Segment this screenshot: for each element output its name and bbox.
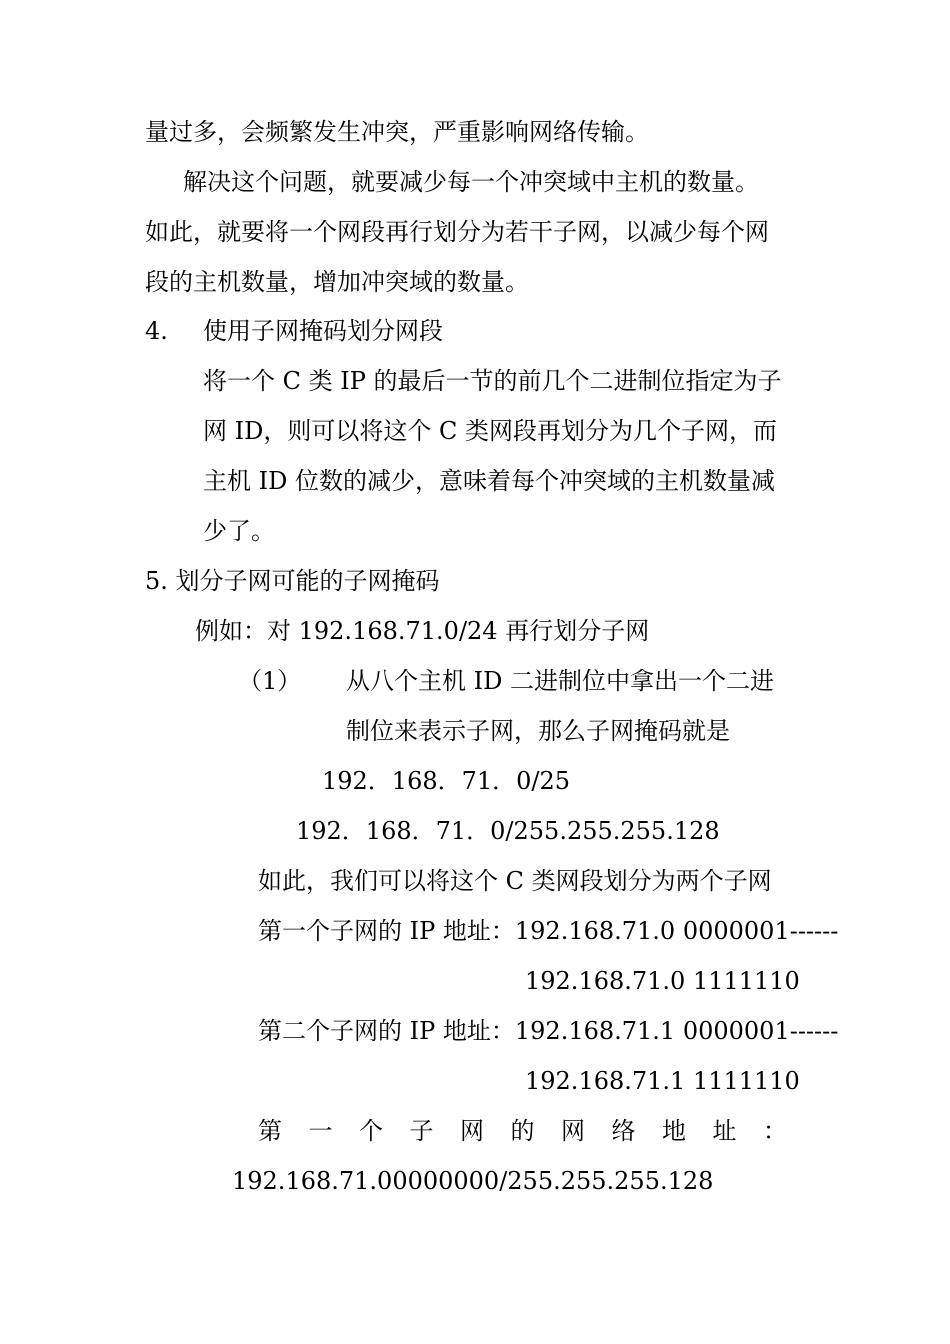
section-heading-5: 5. 划分子网可能的子网掩码 [145, 567, 440, 595]
paragraph-line: 主机 ID 位数的减少，意味着每个冲突域的主机数量减 [203, 467, 775, 495]
paragraph-line: 将一个 C 类 IP 的最后一节的前几个二进制位指定为子 [203, 367, 782, 395]
paragraph-line: 量过多，会频繁发生冲突，严重影响网络传输。 [145, 118, 649, 146]
paragraph-line: 如此，我们可以将这个 C 类网段划分为两个子网 [258, 867, 772, 895]
paragraph-line: 解决这个问题，就要减少每一个冲突域中主机的数量。 [183, 168, 759, 196]
subnet1-network-address: 192.168.71.00000000/255.255.255.128 [232, 1167, 714, 1195]
subnet1-network-address-label: 第一个子网的网络地址： [258, 1117, 814, 1145]
section-heading-text: 使用子网掩码划分网段 [203, 317, 443, 345]
list-item-1 [238, 666, 774, 696]
list-item-continuation: 制位来表示子网，那么子网掩码就是 [346, 717, 730, 745]
subnet-mask-line: 192．168．71．0/255.255.255.128 [296, 817, 720, 845]
subnet2-ip-range-end: 192.168.71.1 1111110 [525, 1067, 800, 1095]
list-number: 4. [145, 317, 168, 345]
list-item-text: 从八个主机 ID 二进制位中拿出一个二进 [346, 667, 774, 695]
paragraph-line: 网 ID，则可以将这个 C 类网段再划分为几个子网，而 [203, 417, 777, 445]
paragraph-line: 段的主机数量，增加冲突域的数量。 [145, 268, 529, 296]
subnet2-ip-range: 第二个子网的 IP 地址：192.168.71.1 0000001------ [258, 1017, 839, 1045]
section-heading-4 [145, 316, 443, 346]
subnet1-ip-range: 第一个子网的 IP 地址：192.168.71.0 0000001------ [258, 917, 839, 945]
paragraph-line: 如此，就要将一个网段再行划分为若干子网，以减少每个网 [145, 218, 769, 246]
subnet-prefix-line: 192．168．71．0/25 [322, 767, 571, 795]
subnet1-ip-range-end: 192.168.71.0 1111110 [525, 967, 800, 995]
list-number: （1） [238, 667, 302, 695]
paragraph-line: 少了。 [203, 517, 275, 545]
example-line: 例如：对 192.168.71.0/24 再行划分子网 [195, 617, 650, 645]
